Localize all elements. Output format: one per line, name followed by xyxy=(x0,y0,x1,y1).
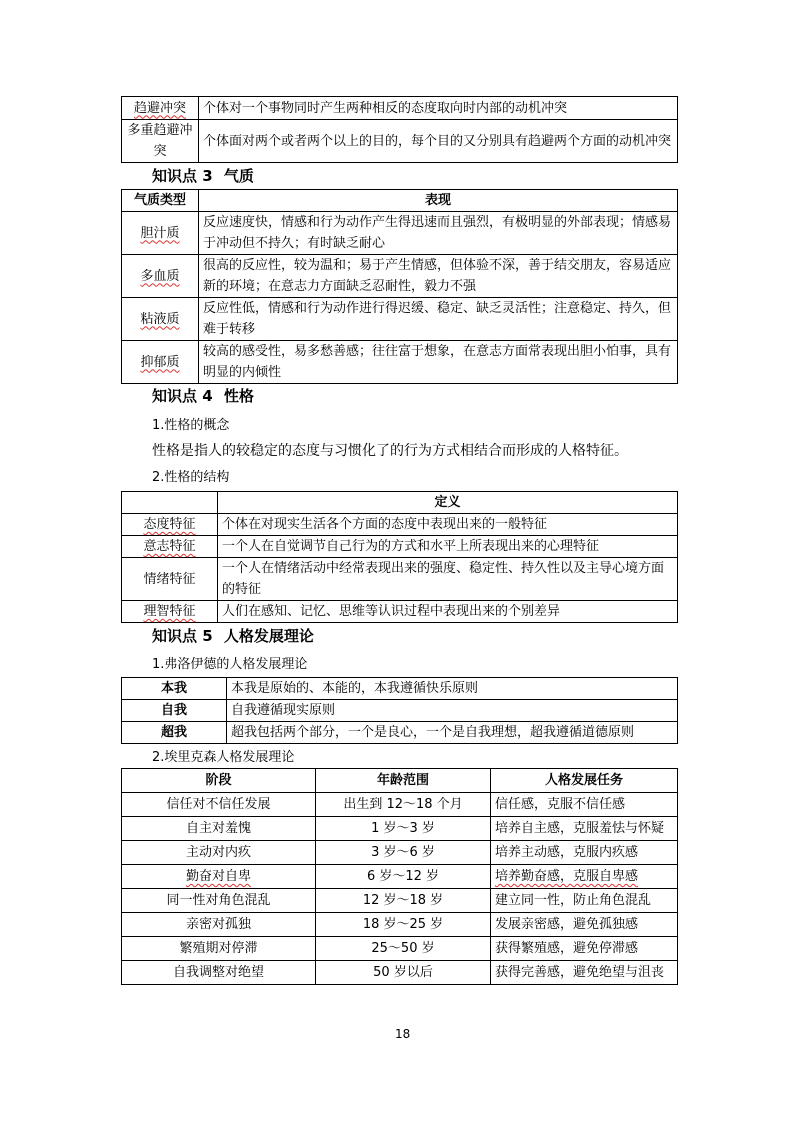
erikson-age: 25～50 岁 xyxy=(316,937,491,961)
table-header-row xyxy=(122,769,678,793)
table-row xyxy=(122,817,678,841)
conflict-desc: 个体面对两个或者两个以上的目的，每个目的又分别具有趋避两个方面的动机冲突 xyxy=(199,120,678,163)
table-row xyxy=(122,601,678,623)
column-header: 人格发展任务 xyxy=(491,769,678,793)
erikson-stage: 勤奋对自卑 xyxy=(185,869,251,884)
section-5-title: 人格发展理论 xyxy=(223,627,314,645)
erikson-heading: 2.埃里克森人格发展理论 xyxy=(152,750,295,765)
temperament-type: 抑郁质 xyxy=(140,354,180,370)
freud-desc: 本我是原始的、本能的，本我遵循快乐原则 xyxy=(227,678,678,700)
freud-heading: 1.弗洛伊德的人格发展理论 xyxy=(152,657,308,672)
freud-table xyxy=(121,677,678,744)
column-header: 定义 xyxy=(218,492,678,514)
trait-definition: 个体在对现实生活各个方面的态度中表现出来的一般特征 xyxy=(218,514,678,536)
table-header-row xyxy=(122,190,678,212)
personality-concept-heading: 1.性格的概念 xyxy=(152,418,230,433)
table-row xyxy=(122,793,678,817)
section-4-title: 性格 xyxy=(223,387,254,405)
table-row xyxy=(122,937,678,961)
erikson-task: 获得完善感，避免绝望与沮丧 xyxy=(491,961,678,985)
trait-definition: 一个人在情绪活动中经常表现出来的强度、稳定性、持久性以及主导心境方面的特征 xyxy=(218,558,678,601)
trait-name: 情绪特征 xyxy=(122,558,218,601)
table-row xyxy=(122,961,678,985)
section-5-heading xyxy=(152,625,320,646)
personality-structure-table xyxy=(121,491,678,623)
section-5-number: 知识点 5 xyxy=(152,627,213,645)
freud-term: 自我 xyxy=(122,700,227,722)
table-row xyxy=(122,913,678,937)
table-row xyxy=(122,722,678,744)
table-row xyxy=(122,558,678,601)
table-row xyxy=(122,700,678,722)
erikson-task: 培养主动感，克服内疚感 xyxy=(491,841,678,865)
erikson-age: 6 岁～12 岁 xyxy=(316,865,491,889)
temperament-desc: 较高的感受性，易多愁善感；往往富于想象，在意志方面常表现出胆小怕事，具有明显的内倾性 xyxy=(199,341,678,384)
table-header-row xyxy=(122,492,678,514)
erikson-age: 50 岁以后 xyxy=(316,961,491,985)
table-row xyxy=(122,298,678,341)
table-row xyxy=(122,120,678,163)
table-row xyxy=(122,841,678,865)
table-row xyxy=(122,514,678,536)
erikson-task: 信任感，克服不信任感 xyxy=(491,793,678,817)
section-3-title: 气质 xyxy=(223,167,254,185)
table-row xyxy=(122,889,678,913)
section-3-number: 知识点 3 xyxy=(152,167,213,185)
table-row xyxy=(122,678,678,700)
freud-term: 本我 xyxy=(122,678,227,700)
temperament-type: 多血质 xyxy=(140,268,180,284)
temperament-desc: 很高的反应性，较为温和；易于产生情感，但体验不深，善于结交朋友，容易适应新的环境；在意志力方面缺乏忍耐性，毅力不强 xyxy=(199,255,678,298)
temperament-type: 胆汁质 xyxy=(140,225,180,241)
erikson-age: 3 岁～6 岁 xyxy=(316,841,491,865)
erikson-task: 培养自主感，克服羞怯与怀疑 xyxy=(491,817,678,841)
table-row xyxy=(122,341,678,384)
temperament-table xyxy=(121,189,678,384)
table-row xyxy=(122,536,678,558)
column-header: 阶段 xyxy=(122,769,316,793)
conflict-table xyxy=(121,96,678,163)
column-header: 气质类型 xyxy=(122,190,199,212)
table-row xyxy=(122,212,678,255)
erikson-stage: 自主对羞愧 xyxy=(122,817,316,841)
section-4-number: 知识点 4 xyxy=(152,387,213,405)
erikson-age: 18 岁～25 岁 xyxy=(316,913,491,937)
freud-desc: 自我遵循现实原则 xyxy=(227,700,678,722)
conflict-type: 趋避冲突 xyxy=(133,100,186,116)
column-header: 表现 xyxy=(199,190,678,212)
trait-definition: 一个人在自觉调节自己行为的方式和水平上所表现出来的心理特征 xyxy=(218,536,678,558)
erikson-stage: 自我调整对绝望 xyxy=(122,961,316,985)
trait-definition: 人们在感知、记忆、思维等认识过程中表现出来的个别差异 xyxy=(218,601,678,623)
table-row xyxy=(122,865,678,889)
trait-name: 理智特征 xyxy=(143,604,196,619)
erikson-age: 1 岁～3 岁 xyxy=(316,817,491,841)
personality-structure-heading: 2.性格的结构 xyxy=(152,470,230,485)
erikson-task: 获得繁殖感，避免停滞感 xyxy=(491,937,678,961)
erikson-stage: 亲密对孤独 xyxy=(122,913,316,937)
column-header: 年龄范围 xyxy=(316,769,491,793)
trait-name: 意志特征 xyxy=(143,539,196,554)
section-4-heading xyxy=(152,385,260,406)
freud-term: 超我 xyxy=(122,722,227,744)
conflict-desc: 个体对一个事物同时产生两种相反的态度取向时内部的动机冲突 xyxy=(199,97,678,120)
page-number: 18 xyxy=(395,1027,411,1041)
temperament-desc: 反应速度快，情感和行为动作产生得迅速而且强烈，有极明显的外部表现；情感易于冲动但不持久；有时缺乏耐心 xyxy=(199,212,678,255)
table-row xyxy=(122,255,678,298)
conflict-type: 多重趋避冲突 xyxy=(122,120,199,163)
erikson-stage: 同一性对角色混乱 xyxy=(122,889,316,913)
erikson-age: 出生到 12～18 个月 xyxy=(316,793,491,817)
erikson-table xyxy=(121,768,678,985)
temperament-type: 粘液质 xyxy=(140,311,180,327)
table-row xyxy=(122,97,678,120)
personality-concept-text: 性格是指人的较稳定的态度与习惯化了的行为方式相结合而形成的人格特征。 xyxy=(152,443,628,459)
erikson-task: 培养勤奋感，克服自卑感 xyxy=(495,869,639,884)
freud-desc: 超我包括两个部分，一个是良心，一个是自我理想，超我遵循道德原则 xyxy=(227,722,678,744)
erikson-stage: 繁殖期对停滞 xyxy=(122,937,316,961)
temperament-desc: 反应性低，情感和行为动作进行得迟缓、稳定、缺乏灵活性；注意稳定、持久，但难于转移 xyxy=(199,298,678,341)
erikson-stage: 主动对内疚 xyxy=(122,841,316,865)
erikson-task: 发展亲密感，避免孤独感 xyxy=(491,913,678,937)
erikson-age: 12 岁～18 岁 xyxy=(316,889,491,913)
erikson-stage: 信任对不信任发展 xyxy=(122,793,316,817)
section-3-heading xyxy=(152,165,260,186)
erikson-task: 建立同一性，防止角色混乱 xyxy=(491,889,678,913)
trait-name: 态度特征 xyxy=(143,517,196,532)
